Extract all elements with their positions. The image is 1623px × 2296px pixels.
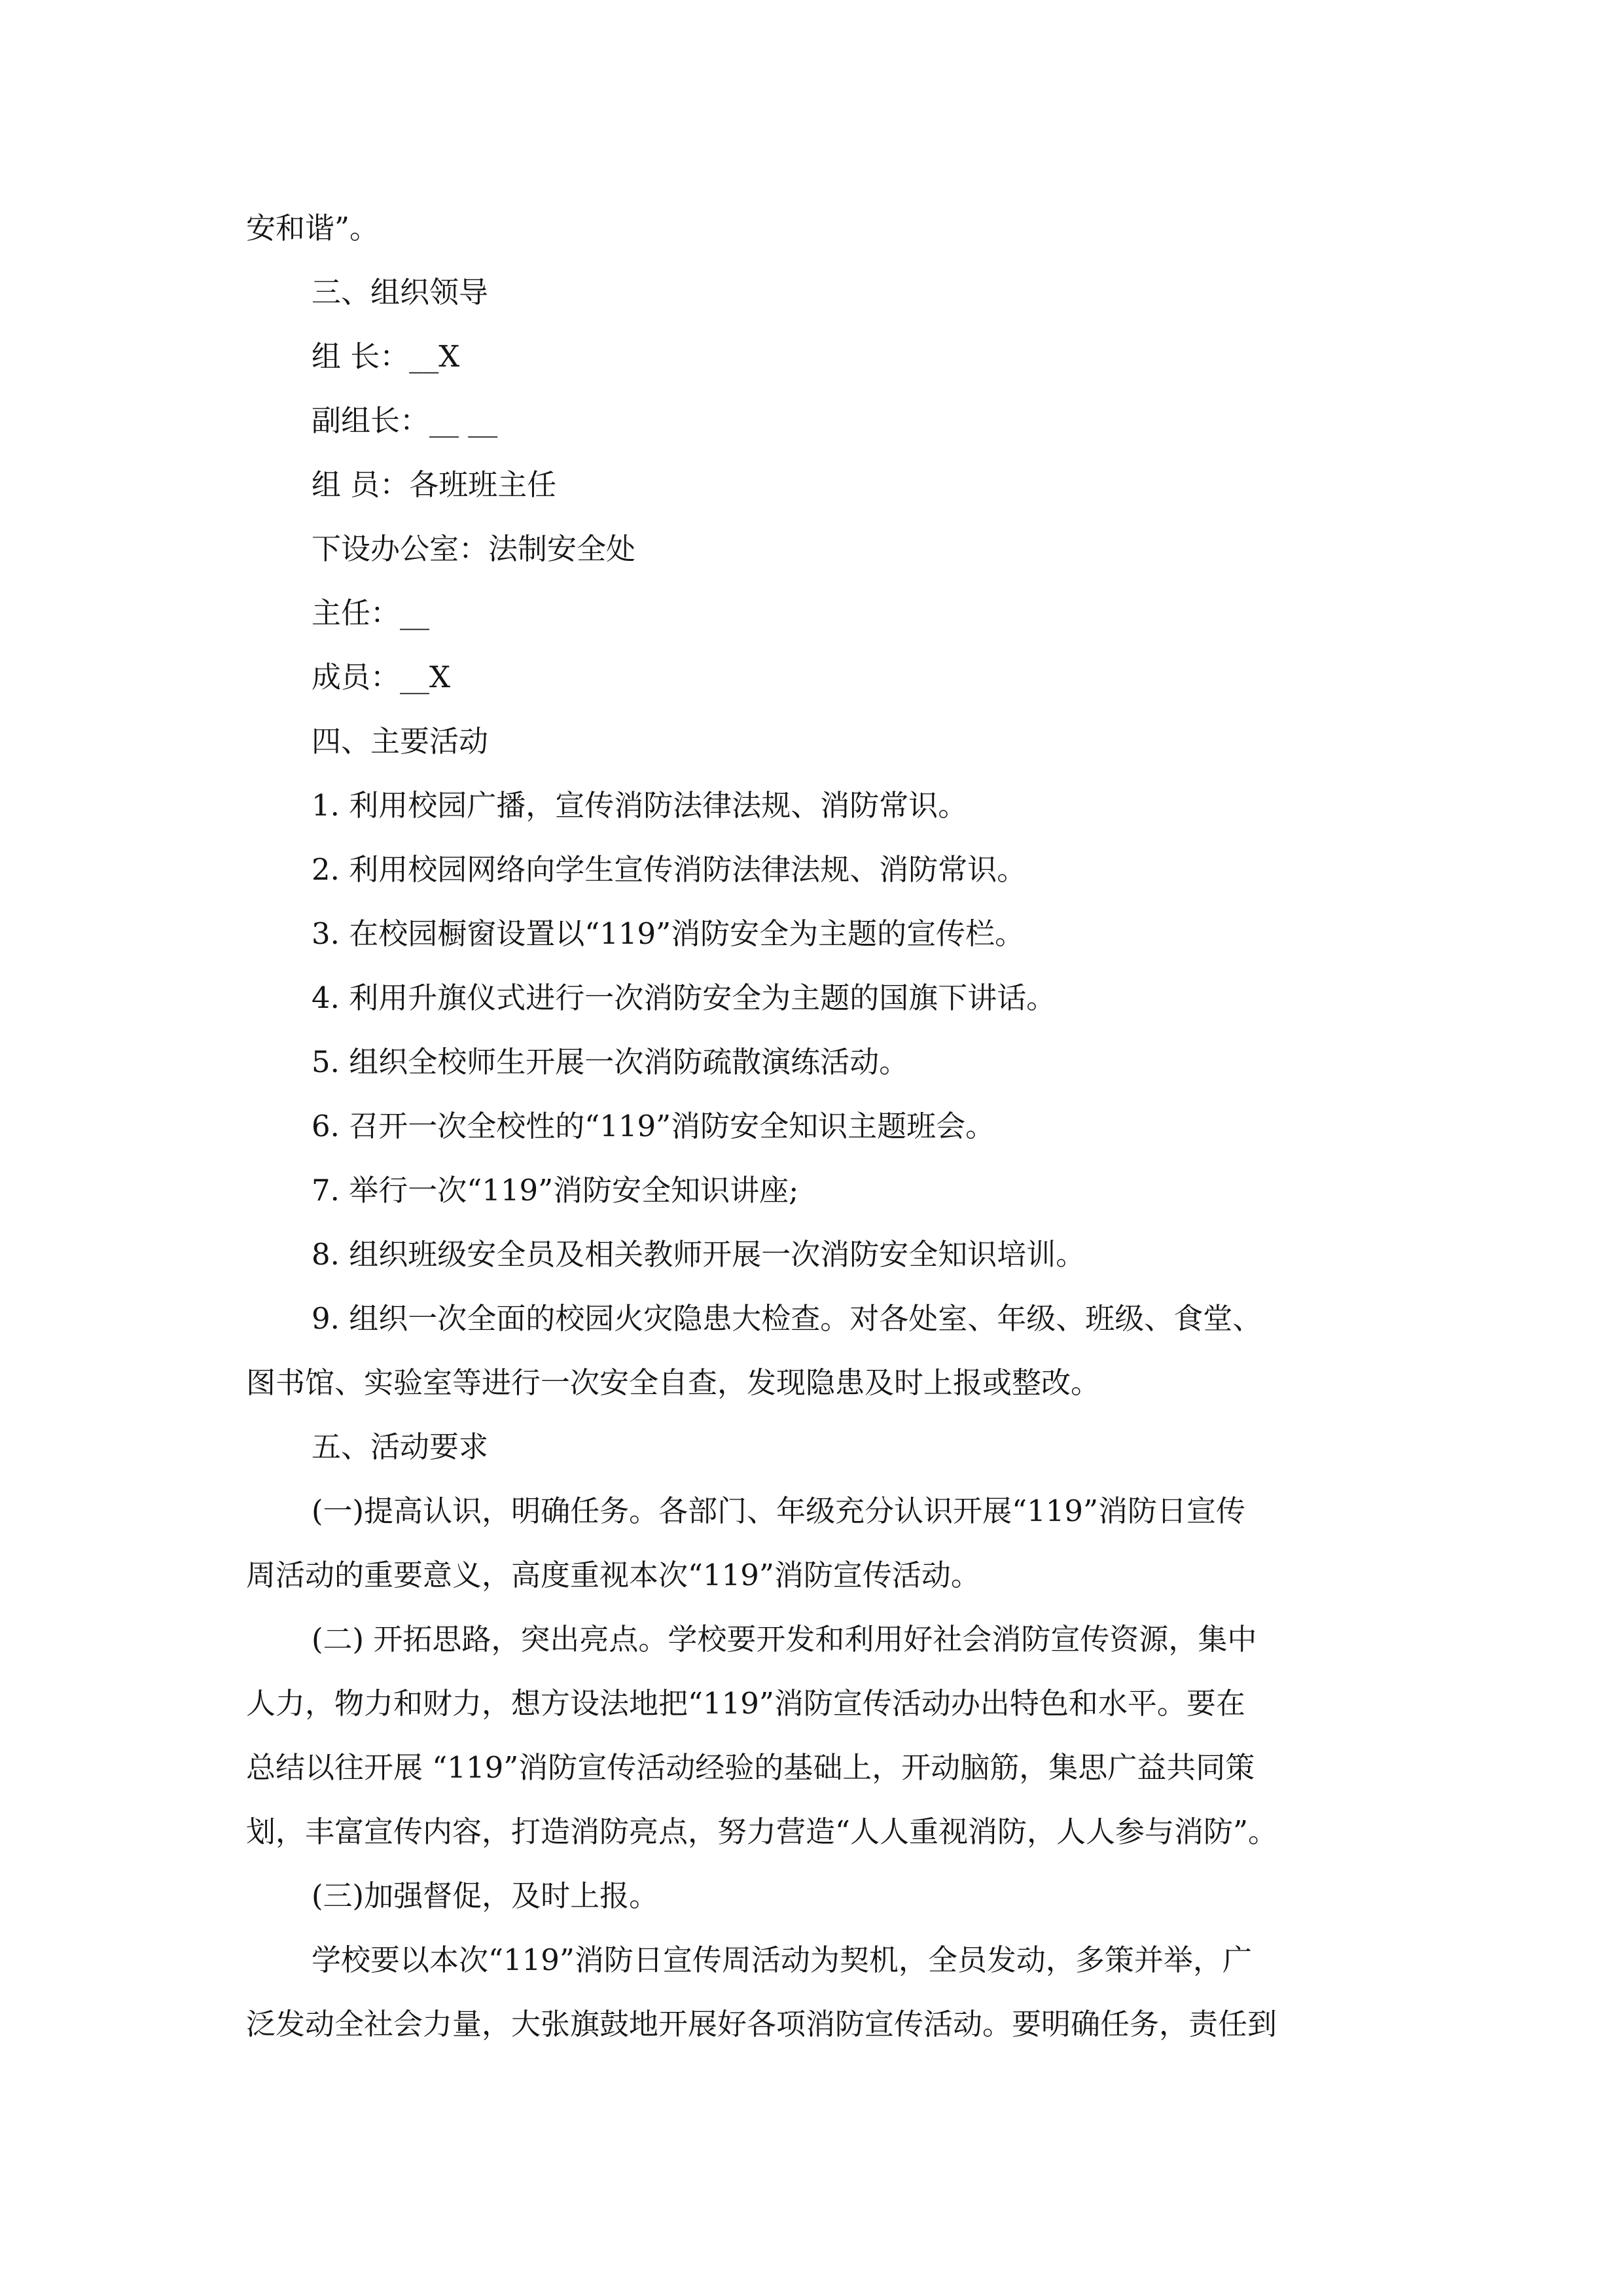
paragraph-line: 图书馆、实验室等进行一次安全自查，发现隐患及时上报或整改。 — [246, 1365, 1101, 1400]
paragraph-line: 总结以往开展 “119”消防宣传活动经验的基础上，开动脑筋，集思广益共同策 — [246, 1750, 1255, 1785]
paragraph-line: 周活动的重要意义，高度重视本次“119”消防宣传活动。 — [246, 1558, 980, 1592]
paragraph-line: 2. 利用校园网络向学生宣传消防法律法规、消防常识。 — [312, 852, 1027, 887]
paragraph-line: 9. 组织一次全面的校园火灾隐患大检查。对各处室、年级、班级、食堂、 — [312, 1301, 1262, 1336]
paragraph-line: 4. 利用升旗仪式进行一次消防安全为主题的国旗下讲话。 — [312, 980, 1056, 1015]
paragraph-line: 安和谐”。 — [246, 211, 380, 245]
paragraph-line: (二) 开拓思路，突出亮点。学校要开发和利用好社会消防宣传资源，集中 — [312, 1622, 1257, 1657]
paragraph-line: 人力，物力和财力，想方设法地把“119”消防宣传活动办出特色和水平。要在 — [246, 1686, 1245, 1721]
paragraph-line: 1. 利用校园广播，宣传消防法律法规、消防常识。 — [312, 788, 968, 823]
paragraph-line: 成员：__X — [312, 660, 451, 694]
paragraph-line: 组 员：各班班主任 — [312, 467, 557, 502]
paragraph-line: 泛发动全社会力量，大张旗鼓地开展好各项消防宣传活动。要明确任务，责任到 — [246, 2007, 1277, 2041]
paragraph-line: 6. 召开一次全校性的“119”消防安全知识主题班会。 — [312, 1109, 995, 1143]
paragraph-line: 划，丰富宣传内容，打造消防亮点，努力营造“人人重视消防，人人参与消防”。 — [246, 1814, 1278, 1849]
paragraph-line: (三)加强督促，及时上报。 — [312, 1878, 659, 1913]
paragraph-line: 5. 组织全校师生开展一次消防疏散演练活动。 — [312, 1045, 909, 1079]
paragraph-line: 五、活动要求 — [312, 1429, 489, 1464]
paragraph-line: (一)提高认识，明确任务。各部门、年级充分认识开展“119”消防日宣传 — [312, 1494, 1246, 1528]
document-body — [246, 196, 1398, 2056]
paragraph-line: 主任：__ — [312, 596, 430, 630]
paragraph-line: 3. 在校园橱窗设置以“119”消防安全为主题的宣传栏。 — [312, 916, 1025, 951]
paragraph-line: 7. 举行一次“119”消防安全知识讲座; — [312, 1173, 799, 1208]
paragraph-line: 四、主要活动 — [312, 724, 489, 759]
paragraph-line: 8. 组织班级安全员及相关教师开展一次消防安全知识培训。 — [312, 1237, 1086, 1272]
paragraph-line: 下设办公室：法制安全处 — [312, 531, 636, 566]
paragraph-line: 组 长：__X — [312, 339, 460, 374]
paragraph-line: 副组长：__ __ — [312, 403, 498, 438]
paragraph-line: 学校要以本次“119”消防日宣传周活动为契机，全员发动，多策并举，广 — [312, 1943, 1252, 1977]
paragraph-line: 三、组织领导 — [312, 275, 489, 310]
